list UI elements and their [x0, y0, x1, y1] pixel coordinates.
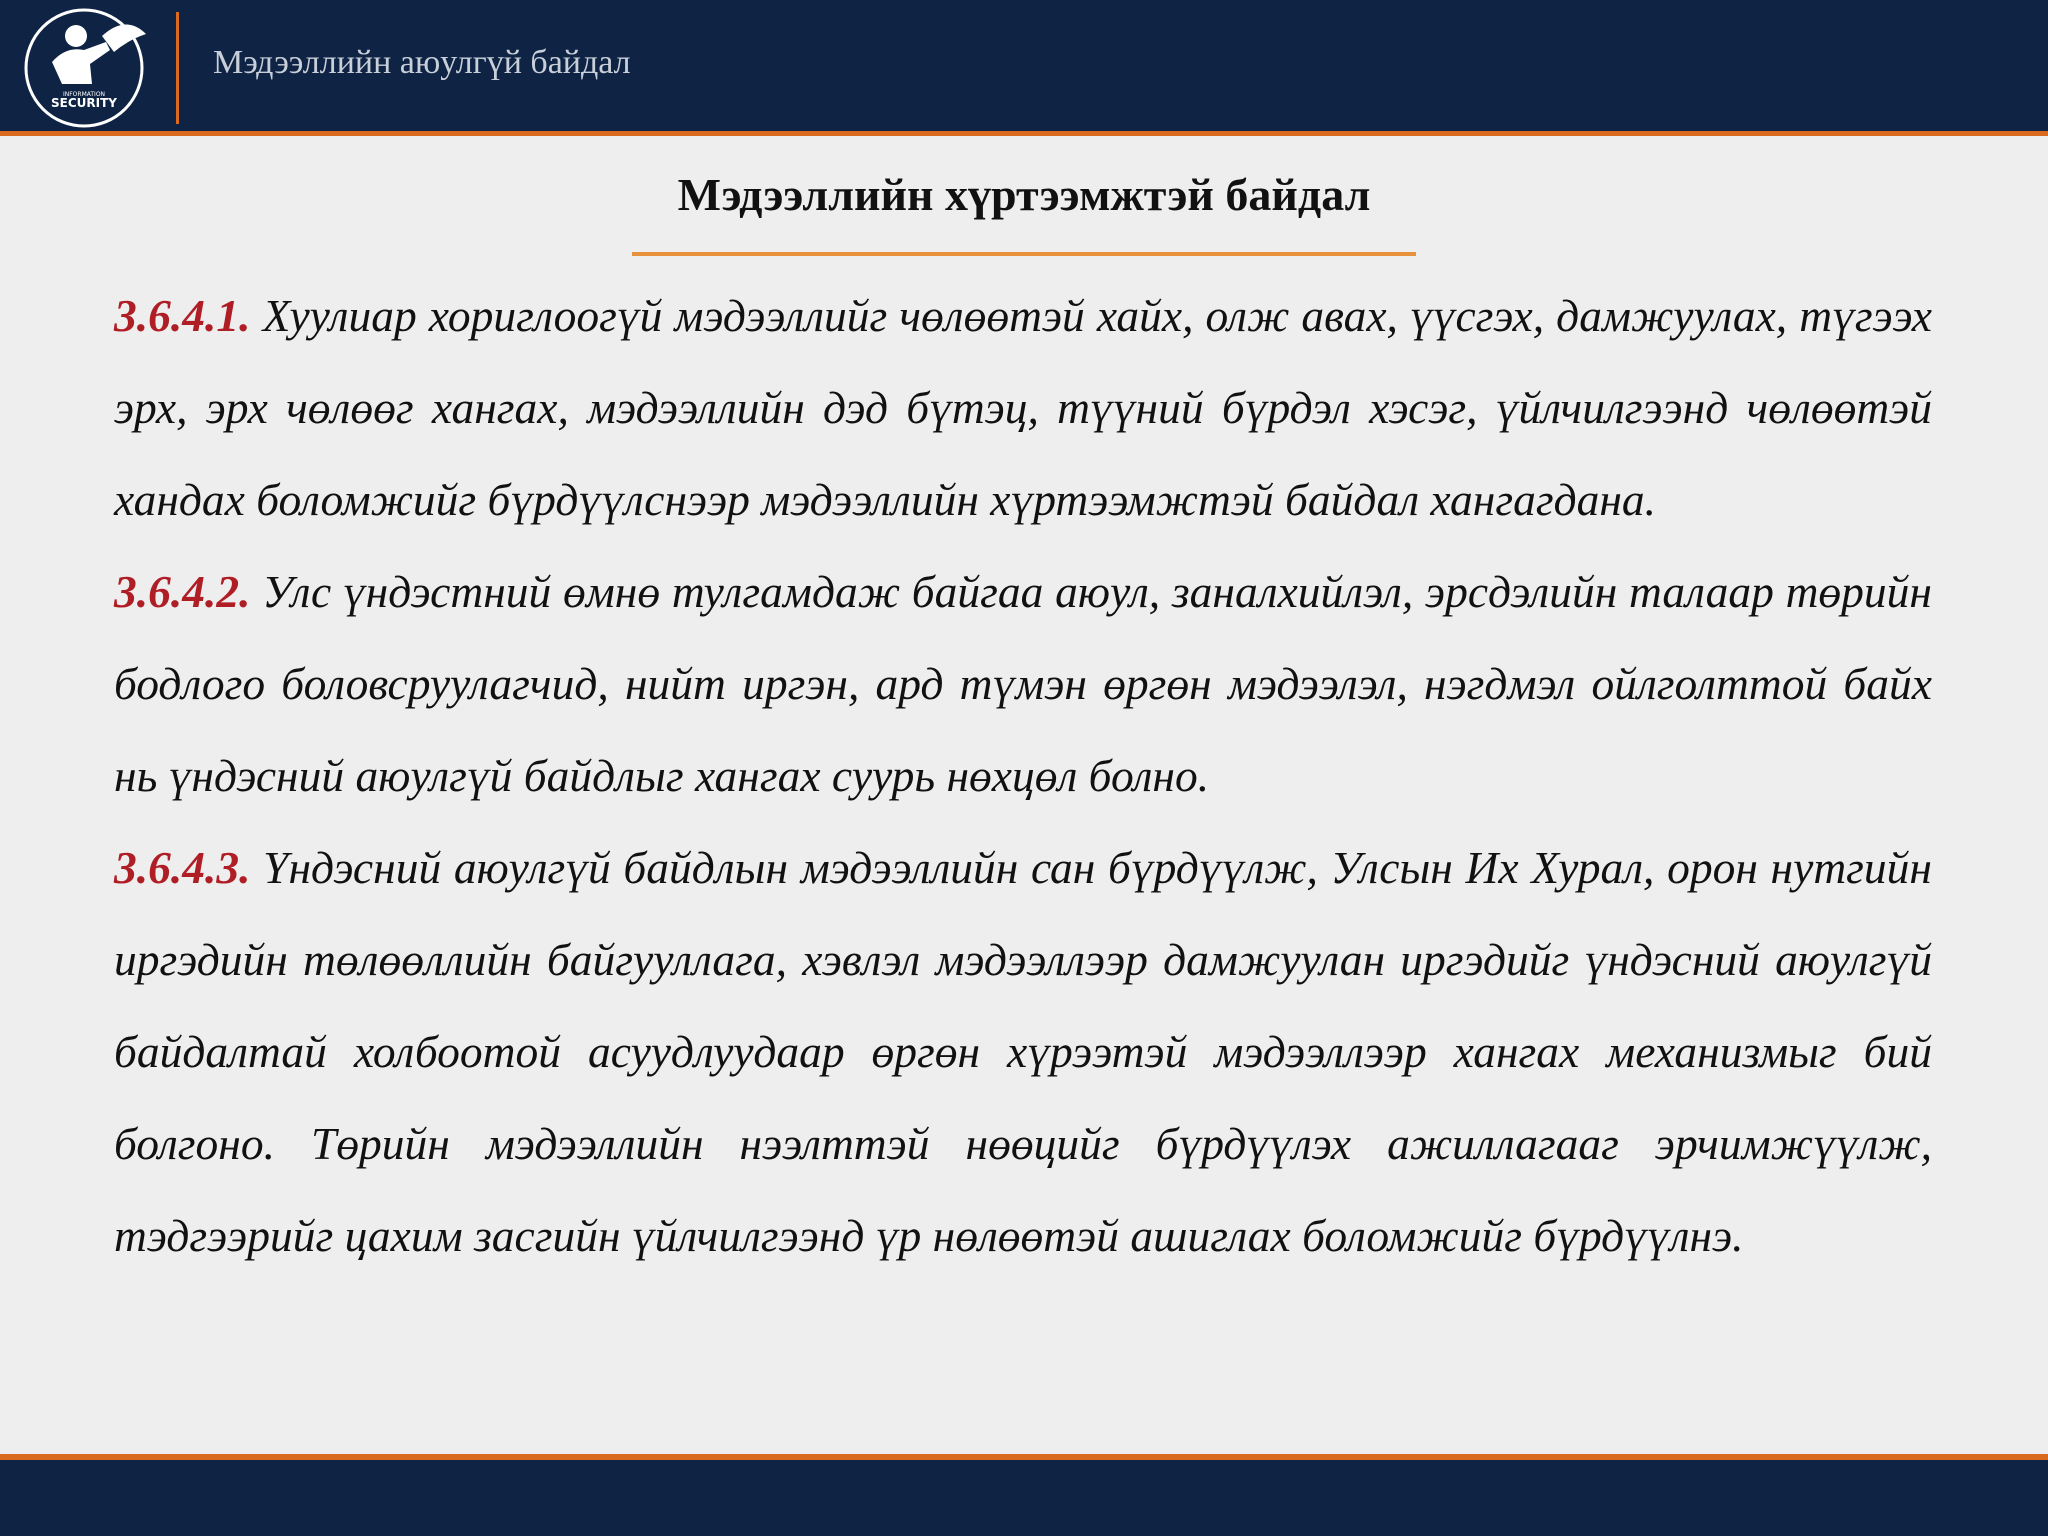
slide-body: [114, 270, 1932, 1282]
slide-title: Мэдээллийн хүртээмжтэй байдал: [677, 169, 1371, 220]
paragraph-number: 3.6.4.1.: [114, 290, 251, 341]
paragraph-text: Улс үндэстний өмнө тулгамдаж байгаа аюул, заналхийлэл, эрсдэлийн талаар төрийн бодлого боловсруулагчид, нийт иргэн, ард түмэн өргөн мэдээлэл, нэгдмэл ойлголттой байх нь үндэсний аюулгүй байдлыг хангах суурь нөхцөл болно.: [114, 566, 1932, 801]
header-title: Мэдээллийн аюулгүй байдал: [213, 44, 631, 81]
logo-text-top: INFORMATION: [62, 91, 106, 98]
paragraph-3-6-4-2: [114, 546, 1932, 822]
logo-text-bottom: SECURITY: [51, 96, 117, 110]
header-bar: [0, 0, 2048, 136]
paragraph-text: Хуулиар хориглоогүй мэдээллийг чөлөөтэй хайх, олж авах, үүсгэх, дамжуулах, түгээх эрх, эрх чөлөөг хангах, мэдээллийн дэд бүтэц, түүний бүрдэл хэсэг, үйлчилгээнд чөлөөтэй хандах боломжийг бүрдүүлснээр мэдээллийн хүртээмжтэй байдал хангагдана.: [114, 290, 1933, 525]
footer-bar: [0, 1454, 2048, 1536]
paragraph-3-6-4-3: [114, 822, 1932, 1282]
paragraph-3-6-4-1: [114, 270, 1932, 546]
paragraph-text: Үндэсний аюулгүй байдлын мэдээллийн сан бүрдүүлж, Улсын Их Хурал, орон нутгийн иргэдийн төлөөллийн байгууллага, хэвлэл мэдээллээр дамжуулан иргэдийг үндэсний аюулгүй байдалтай холбоотой асуудлуудаар өргөн хүрээтэй мэдээллээр хангах механизмыг бий болгоно. Төрийн мэдээллийн нээлттэй нөөцийг бүрдүүлэх ажиллагааг эрчимжүүлж, тэдгээрийг цахим засгийн үйлчилгээнд үр нөлөөтэй ашиглах боломжийг бүрдүүлнэ.: [114, 842, 1933, 1261]
information-security-logo: [22, 6, 152, 130]
paragraph-number: 3.6.4.3.: [114, 842, 251, 893]
paragraph-number: 3.6.4.2.: [114, 566, 251, 617]
header-divider: [176, 12, 179, 124]
title-underline: [632, 252, 1416, 256]
